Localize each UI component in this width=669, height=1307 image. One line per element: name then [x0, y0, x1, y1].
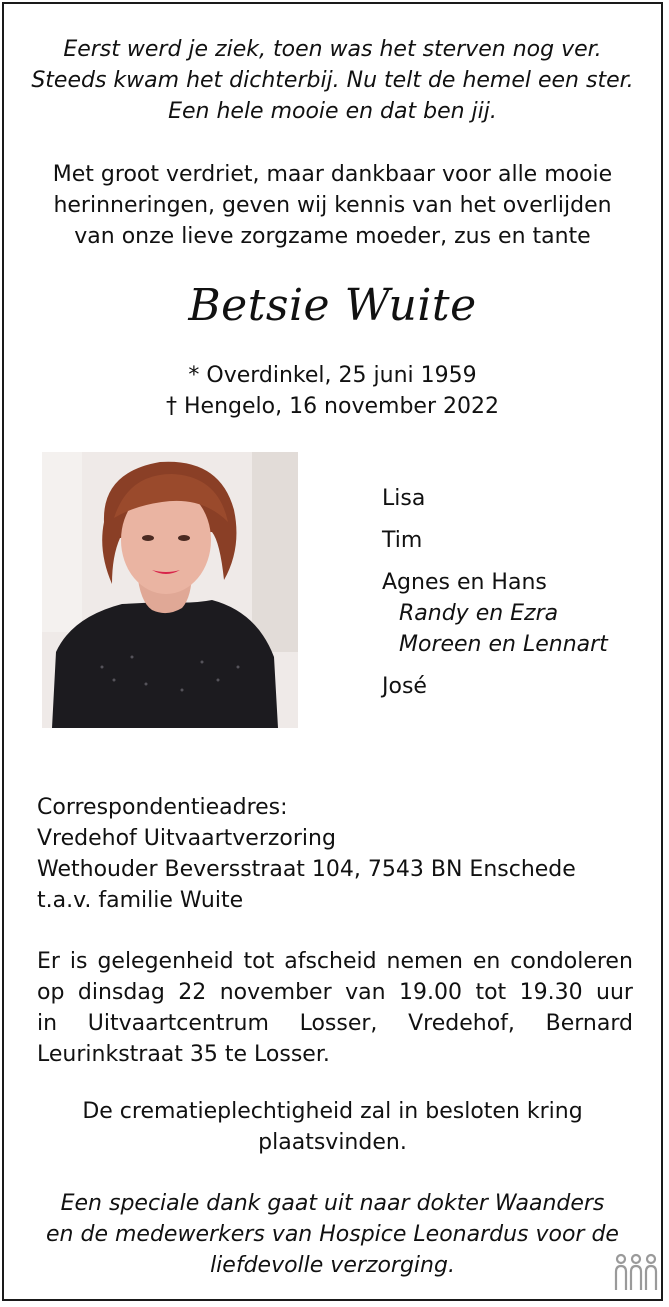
poem — [4, 34, 661, 127]
word: uur — [596, 980, 633, 1005]
condolence-last-line: Leurinkstraat 35 te Losser. — [37, 1042, 330, 1067]
word: van — [345, 980, 386, 1005]
cremation-line: plaatsvinden. — [258, 1130, 407, 1155]
cremation-notice — [4, 1096, 661, 1158]
word: Vredehof, — [408, 1011, 515, 1036]
word: tot — [475, 980, 507, 1005]
word: november — [219, 980, 332, 1005]
word: afscheid — [284, 949, 377, 974]
word: is — [69, 949, 88, 974]
word: 22 — [178, 980, 207, 1005]
thanks-line: Een speciale dank gaat uit naar dokter Waanders — [60, 1191, 605, 1216]
people-group-icon — [613, 1252, 659, 1296]
correspondence-attn: t.a.v. familie Wuite — [37, 888, 244, 913]
poem-line: Steeds kwam het dichterbij. Nu telt de hemel een ster. — [31, 68, 634, 93]
correspondence-org: Vredehof Uitvaartverzoring — [37, 826, 336, 851]
correspondence-address — [37, 792, 576, 916]
death-date: † Hengelo, 16 november 2022 — [166, 394, 499, 419]
word: gelegenheid — [97, 949, 234, 974]
word: 19.30 — [519, 980, 583, 1005]
condolence-line — [37, 946, 633, 977]
portrait-photo — [42, 452, 298, 728]
word: Losser, — [299, 1011, 378, 1036]
intro-line: Met groot verdriet, maar dankbaar voor alle mooie — [52, 162, 613, 187]
word: nemen — [386, 949, 463, 974]
family-member: José — [382, 674, 427, 699]
intro-line: herinneringen, geven wij kennis van het overlijden — [53, 193, 612, 218]
family-member: Lisa — [382, 486, 426, 511]
condolence-line — [37, 1008, 633, 1039]
word: dinsdag — [77, 980, 165, 1005]
word: en — [472, 949, 501, 974]
family-list — [382, 483, 608, 702]
family-grandchildren: Randy en Ezra — [399, 601, 559, 626]
condolence-line — [37, 977, 633, 1008]
word: Uitvaartcentrum — [87, 1011, 269, 1036]
cremation-line: De crematieplechtigheid zal in besloten kring — [82, 1099, 583, 1124]
condolence-info — [37, 946, 633, 1070]
thanks-line: liefdevolle verzorging. — [210, 1253, 455, 1278]
word: op — [37, 980, 65, 1005]
family-member: Tim — [382, 528, 423, 553]
correspondence-heading: Correspondentieadres: — [37, 795, 288, 820]
announcement-intro — [4, 159, 661, 252]
deceased-name: Betsie Wuite — [188, 280, 477, 331]
word: Bernard — [545, 1011, 633, 1036]
thanks-line: en de medewerkers van Hospice Leonardus voor de — [46, 1222, 619, 1247]
family-grandchildren: Moreen en Lennart — [399, 632, 608, 657]
word: 19.00 — [399, 980, 462, 1005]
condolence-line — [37, 1039, 633, 1070]
thanks-note — [4, 1188, 661, 1281]
birth-date: * Overdinkel, 25 juni 1959 — [188, 363, 477, 388]
word: condoleren — [510, 949, 633, 974]
poem-line: Eerst werd je ziek, toen was het sterven nog ver. — [63, 37, 602, 62]
family-member: Agnes en Hans — [382, 570, 547, 595]
word: tot — [243, 949, 275, 974]
word: in — [37, 1011, 58, 1036]
correspondence-street: Wethouder Beversstraat 104, 7543 BN Enschede — [37, 857, 576, 882]
word: Er — [37, 949, 60, 974]
poem-line: Een hele mooie en dat ben jij. — [168, 99, 497, 124]
obituary-card — [2, 2, 663, 1301]
intro-line: van onze lieve zorgzame moeder, zus en tante — [74, 224, 591, 249]
life-dates — [4, 360, 661, 422]
